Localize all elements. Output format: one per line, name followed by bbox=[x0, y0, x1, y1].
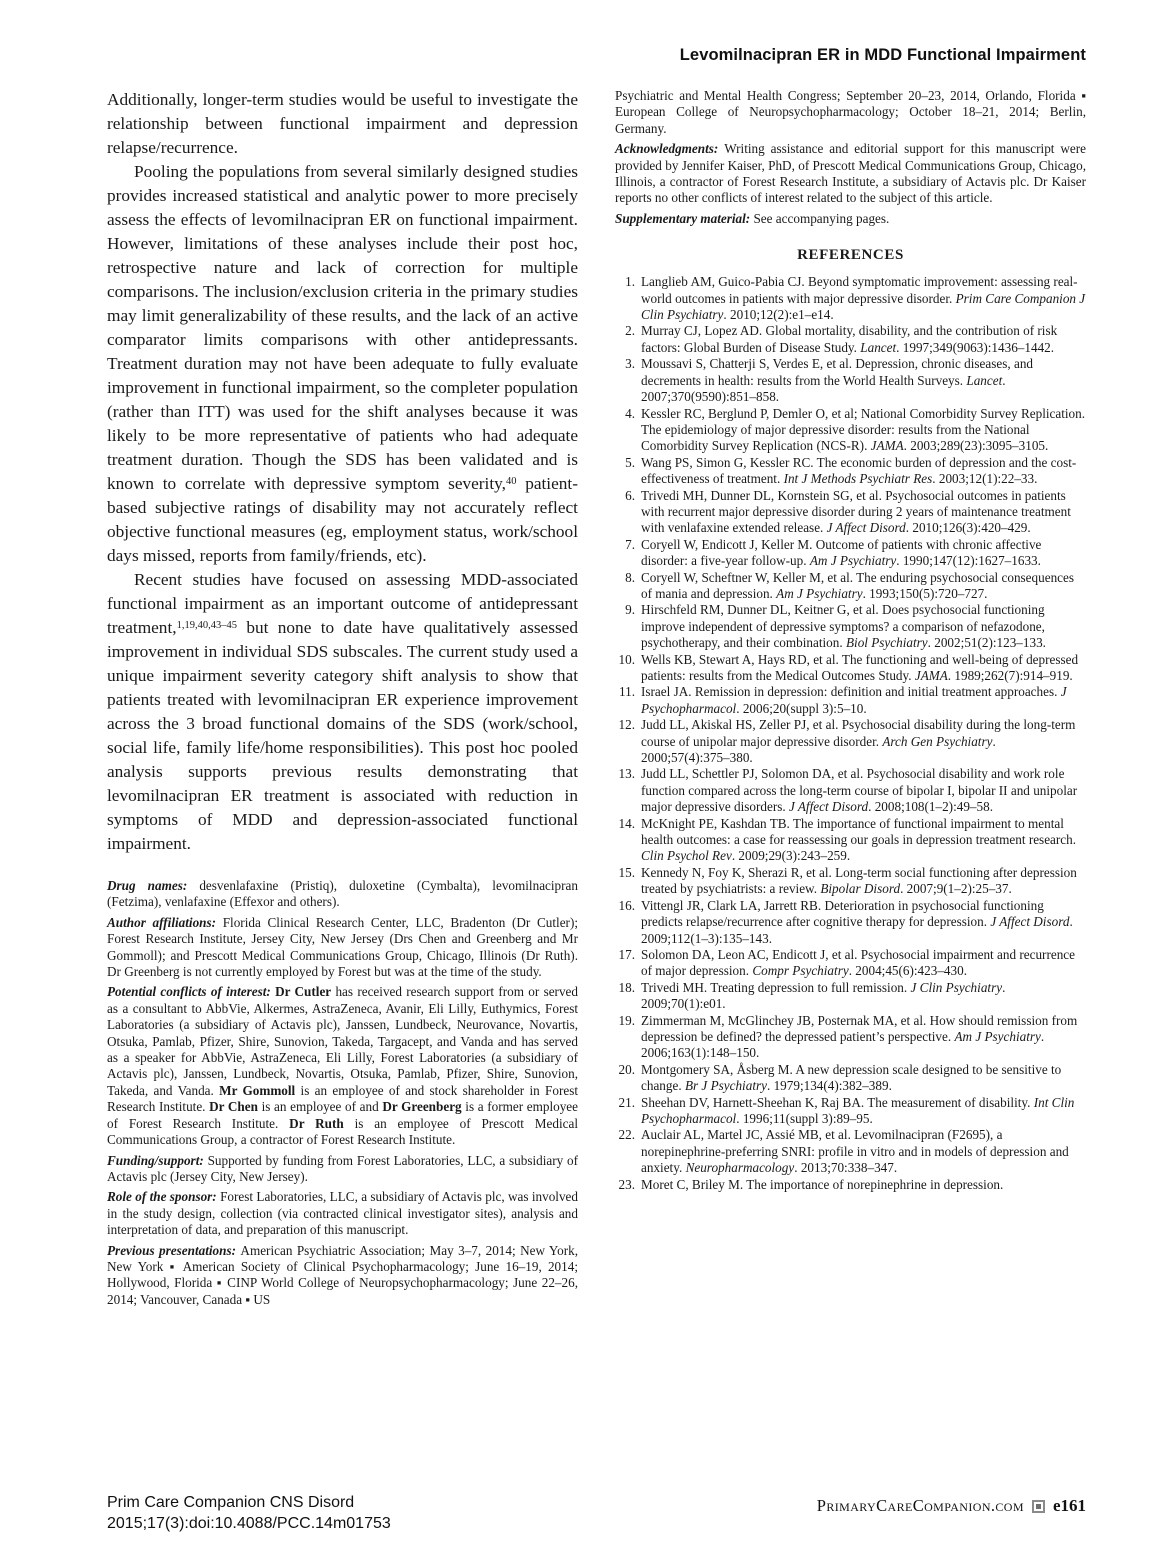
reference-text: Auclair AL, Martel JC, Assié MB, et al. Levomilnacipran (F2695), a norepinephrine-preferring SNRI: profile in vitro and in models of depression and anxiety. Neuropharmacology. 2013;70:338–347. bbox=[641, 1127, 1069, 1176]
body-paragraph: Pooling the populations from several similarly designed studies provides increased statistical and analytic power to more precisely assess the effects of levomilnacipran ER on functional impairment. However, limitations of these analyses include their post hoc, retrospective nature and lack of correction for multiple comparisons. The inclusion/exclusion criteria in the primary studies may limit generalizability of these results, and the lack of an active comparator limits comparisons with other antidepressants. Treatment duration may not have been adequate to fully evaluate improvement in functional impairment, so the completer population (rather than ITT) was used for the shift analyses because it was likely to be more representative of patients who had adequate treatment duration. Though the SDS has been validated and is known to correlate with depressive symptom severity,$^{40}$ patient-based subjective ratings of disability may not accurately reflect objective functional measures (eg, employment status, work/school days missed, reports from family/friends, etc). bbox=[107, 162, 578, 565]
reference-text: Kessler RC, Berglund P, Demler O, et al; National Comorbidity Survey Replication. The epidemiology of major depressive disorder: results from the National Comorbidity Survey Replication (NCS-R). JAMA. 2003;289(23):3095–3105. bbox=[641, 405, 1086, 454]
reference-item bbox=[615, 1062, 1086, 1095]
reference-number: 11. bbox=[619, 684, 635, 700]
reference-number: 14. bbox=[618, 815, 635, 831]
page-marker-icon bbox=[1032, 1500, 1045, 1513]
article-notes-continued bbox=[615, 88, 1086, 227]
note-paragraph: Role of the sponsor: Forest Laboratories, LLC, a subsidiary of Actavis plc, was involved in the study design, collection (via contracted clinical investigator sites), analysis and interpretation of data, and preparation of this manuscript. bbox=[107, 1189, 579, 1238]
note-paragraph: Potential conflicts of interest: Dr Cutler has received research support from or served as a consultant to AbbVie, Alkermes, AstraZeneca, Avanir, Eli Lilly, Euthymics, Forest Laboratories (a subsidiary of Actavis plc), Janssen, Lundbeck, Neurovance, Novartis, Otsuka, Pamlab, Pfizer, Shire, Sunovion, Takeda, Targacept, and Vanda and has served as a speaker for AbbVie, AstraZeneca, Eli Lilly, Forest Laboratories (a subsidiary of Actavis plc), Janssen, Lundbeck, Novartis, Otsuka, Pamlab, Pfizer, Shire, Sunovion, Takeda, and Vanda. Mr Gommoll is an employee of and stock shareholder in Forest Research Institute. Dr Chen is an employee of and Dr Greenberg is a former employee of Forest Research Institute. Dr Ruth is an employee of Prescott Medical Communications Group, a contractor of Forest Research Institute. bbox=[107, 984, 579, 1148]
reference-text: Wells KB, Stewart A, Hays RD, et al. The functioning and well-being of depressed patients: results from the Medical Outcomes Study. JAMA. 1989;262(7):914–919. bbox=[641, 651, 1079, 683]
reference-number: 12. bbox=[618, 717, 635, 733]
two-column-layout bbox=[107, 88, 1086, 1308]
reference-item bbox=[615, 980, 1086, 1013]
journal-name: Prim Care Companion CNS Disord bbox=[107, 1494, 355, 1511]
reference-text: Coryell W, Scheftner W, Keller M, et al. The enduring psychosocial consequences of mania and depression. Am J Psychiatry. 1993;150(5):720–727. bbox=[641, 569, 1075, 601]
reference-number: 7. bbox=[625, 536, 635, 552]
reference-text: Langlieb AM, Guico-Pabia CJ. Beyond symptomatic improvement: assessing real-world outcomes in patients with major depressive disorder. Prim Care Companion J Clin Psychiatry. 2010;12(2):e1–e14. bbox=[641, 274, 1086, 323]
journal-citation bbox=[107, 1492, 391, 1534]
reference-item bbox=[615, 684, 1086, 717]
reference-number: 19. bbox=[618, 1012, 635, 1028]
reference-number: 5. bbox=[625, 454, 635, 470]
journal-website: PrimaryCareCompanion.com bbox=[816, 1496, 1024, 1515]
reference-number: 18. bbox=[618, 979, 635, 995]
reference-number: 16. bbox=[618, 897, 635, 913]
reference-text: Wang PS, Simon G, Kessler RC. The economic burden of depression and the cost-effectiveness of treatment. Int J Methods Psychiatr Res. 2003;12(1):22–33. bbox=[641, 454, 1077, 487]
reference-number: 15. bbox=[618, 864, 635, 880]
reference-item bbox=[615, 1127, 1086, 1176]
reference-text: Kennedy N, Foy K, Sherazi R, et al. Long-term social functioning after depression treated by psychiatrists: a review. Bipolar Disord. 2007;9(1–2):25–37. bbox=[641, 864, 1077, 897]
doi-line: 2015;17(3):doi:10.4088/PCC.14m01753 bbox=[107, 1515, 391, 1532]
reference-item bbox=[615, 602, 1086, 651]
references-heading: REFERENCES bbox=[797, 247, 904, 264]
reference-item bbox=[615, 570, 1086, 603]
reference-number: 6. bbox=[625, 487, 635, 503]
reference-number: 1. bbox=[625, 274, 635, 290]
reference-text: Trivedi MH. Treating depression to full remission. J Clin Psychiatry. 2009;70(1):e01. bbox=[641, 979, 1006, 1012]
note-paragraph: Author affiliations: Florida Clinical Research Center, LLC, Bradenton (Dr Cutler); Forest Research Institute, Jersey City, New Jersey (Drs Chen and Greenberg and Mr Gommoll); and Prescott Medical Communications Group, Chicago, Illinois (Dr Ruth). Dr Greenberg is not currently employed by Forest but was at the time of the study. bbox=[107, 914, 578, 980]
body-paragraph: Additionally, longer-term studies would be useful to investigate the relationship between functional impairment and depression relapse/recurrence. bbox=[107, 90, 578, 157]
reference-item bbox=[615, 406, 1086, 455]
references-list bbox=[615, 274, 1086, 1193]
note-paragraph: Acknowledgments: Writing assistance and editorial support for this manuscript were provided by Jennifer Kaiser, PhD, of Prescott Medical Communications Group, Chicago, Illinois, a contractor of Forest Research Institute, a subsidiary of Actavis plc. Dr Kaiser reports no other conflicts of interest related to the subject of this article. bbox=[615, 141, 1086, 206]
reference-number: 3. bbox=[625, 356, 635, 372]
footer-right bbox=[817, 1496, 1086, 1516]
reference-number: 17. bbox=[618, 946, 635, 962]
reference-number: 21. bbox=[618, 1094, 635, 1110]
right-column bbox=[615, 88, 1086, 1308]
reference-item bbox=[615, 652, 1086, 685]
body-text bbox=[107, 88, 578, 856]
reference-text: Vittengl JR, Clark LA, Jarrett RB. Deterioration in psychosocial functioning predicts relapse/recurrence after cognitive therapy for depression. J Affect Disord. 2009;112(1–3):135–143. bbox=[641, 897, 1073, 946]
reference-text: Judd LL, Akiskal HS, Zeller PJ, et al. Psychosocial disability during the long-term course of unipolar major depressive disorder. Arch Gen Psychiatry. 2000;57(4):375–380. bbox=[641, 717, 1076, 766]
reference-item bbox=[615, 766, 1086, 815]
reference-text: McKnight PE, Kashdan TB. The importance of functional impairment to mental health outcomes: a case for reassessing our goals in depression treatment research. Clin Psychol Rev. 2009;29(3):243–259. bbox=[641, 815, 1077, 864]
reference-item bbox=[615, 947, 1086, 980]
left-column bbox=[107, 88, 578, 1308]
reference-text: Moussavi S, Chatterji S, Verdes E, et al. Depression, chronic diseases, and decrements in health: results from the World Health Surveys. Lancet. 2007;370(9590):851–858. bbox=[641, 356, 1034, 405]
reference-item bbox=[615, 865, 1086, 898]
reference-number: 23. bbox=[618, 1176, 635, 1192]
reference-item bbox=[615, 274, 1086, 323]
note-paragraph: Previous presentations: American Psychiatric Association; May 3–7, 2014; New York, New York ▪ American Society of Clinical Psychopharmacology; June 16–19, 2014; Hollywood, Florida ▪ CINP World College of Neuropsychopharmacology; June 22–26, 2014; Vancouver, Canada ▪ US bbox=[107, 1242, 578, 1307]
page-number: e161 bbox=[1052, 1496, 1086, 1515]
reference-text: Moret C, Briley M. The importance of norepinephrine in depression. bbox=[641, 1176, 1004, 1192]
reference-item bbox=[615, 356, 1086, 405]
reference-text: Israel JA. Remission in depression: definition and initial treatment approaches. J Psychopharmacol. 2006;20(suppl 3):5–10. bbox=[641, 684, 1067, 716]
reference-number: 2. bbox=[625, 323, 635, 339]
reference-text: Zimmerman M, McGlinchey JB, Posternak MA, et al. How should remission from depression be defined? the depressed patient’s perspective. Am J Psychiatry. 2006;163(1):148–150. bbox=[641, 1012, 1078, 1061]
reference-item bbox=[615, 455, 1086, 488]
note-paragraph: Psychiatric and Mental Health Congress; September 20–23, 2014, Orlando, Florida ▪ European College of Neuropsychopharmacology; October 18–21, 2014; Berlin, Germany. bbox=[615, 88, 1086, 136]
reference-item bbox=[615, 717, 1086, 766]
reference-item bbox=[615, 488, 1086, 537]
reference-text: Solomon DA, Leon AC, Endicott J, et al. Psychosocial impairment and recurrence of major depression. Compr Psychiatry. 2004;45(6):423–430. bbox=[641, 946, 1075, 979]
reference-text: Judd LL, Schettler PJ, Solomon DA, et al. Psychosocial disability and work role function compared across the long-term course of bipolar I, bipolar II and unipolar major depressive disorders. J Affect Disord. 2008;108(1–2):49–58. bbox=[641, 766, 1078, 815]
reference-number: 4. bbox=[625, 405, 635, 421]
reference-number: 10. bbox=[618, 651, 635, 667]
reference-text: Sheehan DV, Harnett-Sheehan K, Raj BA. The measurement of disability. Int Clin Psychopharmacol. 1996;11(suppl 3):89–95. bbox=[641, 1094, 1075, 1126]
reference-item bbox=[615, 1177, 1086, 1193]
reference-number: 20. bbox=[618, 1061, 635, 1077]
reference-item bbox=[615, 323, 1086, 356]
reference-item bbox=[615, 1095, 1086, 1128]
reference-item bbox=[615, 816, 1086, 865]
reference-item bbox=[615, 1013, 1086, 1062]
reference-number: 22. bbox=[618, 1127, 635, 1143]
note-paragraph: Drug names: desvenlafaxine (Pristiq), duloxetine (Cymbalta), levomilnacipran (Fetzima), venlafaxine (Effexor and others). bbox=[107, 878, 578, 910]
body-paragraph: Recent studies have focused on assessing MDD-associated functional impairment as an important outcome of antidepressant treatment,$^{1,19,40,43-45}$ but none to date have qualitatively assessed improvement in individual SDS subscales. The current study used a unique impairment severity category shift analysis to show that patients treated with levomilnacipran ER experience improvement across the 3 broad functional domains of the SDS (work/school, social life, family life/home responsibilities). This post hoc pooled analysis supports previous results demonstrating that levomilnacipran ER treatment is associated with reduction in symptoms of MDD and depression-associated functional impairment. bbox=[107, 570, 578, 853]
running-head: Levomilnacipran ER in MDD Functional Impairment bbox=[679, 46, 1086, 64]
reference-number: 9. bbox=[625, 602, 635, 618]
reference-item bbox=[615, 537, 1086, 570]
note-paragraph: Supplementary material: See accompanying pages. bbox=[615, 210, 890, 226]
reference-number: 13. bbox=[618, 766, 635, 782]
reference-text: Hirschfeld RM, Dunner DL, Keitner G, et al. Does psychosocial functioning improve independent of depressive symptoms? a comparison of nefazodone, psychotherapy, and their combination. Biol Psychiatry. 2002;51(2):123–133. bbox=[641, 602, 1046, 651]
reference-text: Coryell W, Endicott J, Keller M. Outcome of patients with chronic affective disorder: a five-year follow-up. Am J Psychiatry. 1990;147(12):1627–1633. bbox=[641, 536, 1042, 569]
article-notes bbox=[107, 878, 578, 1308]
reference-text: Murray CJ, Lopez AD. Global mortality, disability, and the contribution of risk factors: Global Burden of Disease Study. Lancet. 1997;349(9063):1436–1442. bbox=[641, 323, 1058, 355]
reference-item bbox=[615, 898, 1086, 947]
reference-text: Trivedi MH, Dunner DL, Kornstein SG, et al. Psychosocial outcomes in patients with recurrent major depressive disorder during 2 years of maintenance treatment with venlafaxine extended release. J Affect Disord. 2010;126(3):420–429. bbox=[641, 487, 1071, 536]
reference-text: Montgomery SA, Åsberg M. A new depression scale designed to be sensitive to change. Br J Psychiatry. 1979;134(4):382–389. bbox=[641, 1061, 1062, 1094]
reference-number: 8. bbox=[625, 569, 635, 585]
note-paragraph: Funding/support: Supported by funding from Forest Laboratories, LLC, a subsidiary of Actavis plc (Jersey City, New Jersey). bbox=[107, 1152, 579, 1184]
